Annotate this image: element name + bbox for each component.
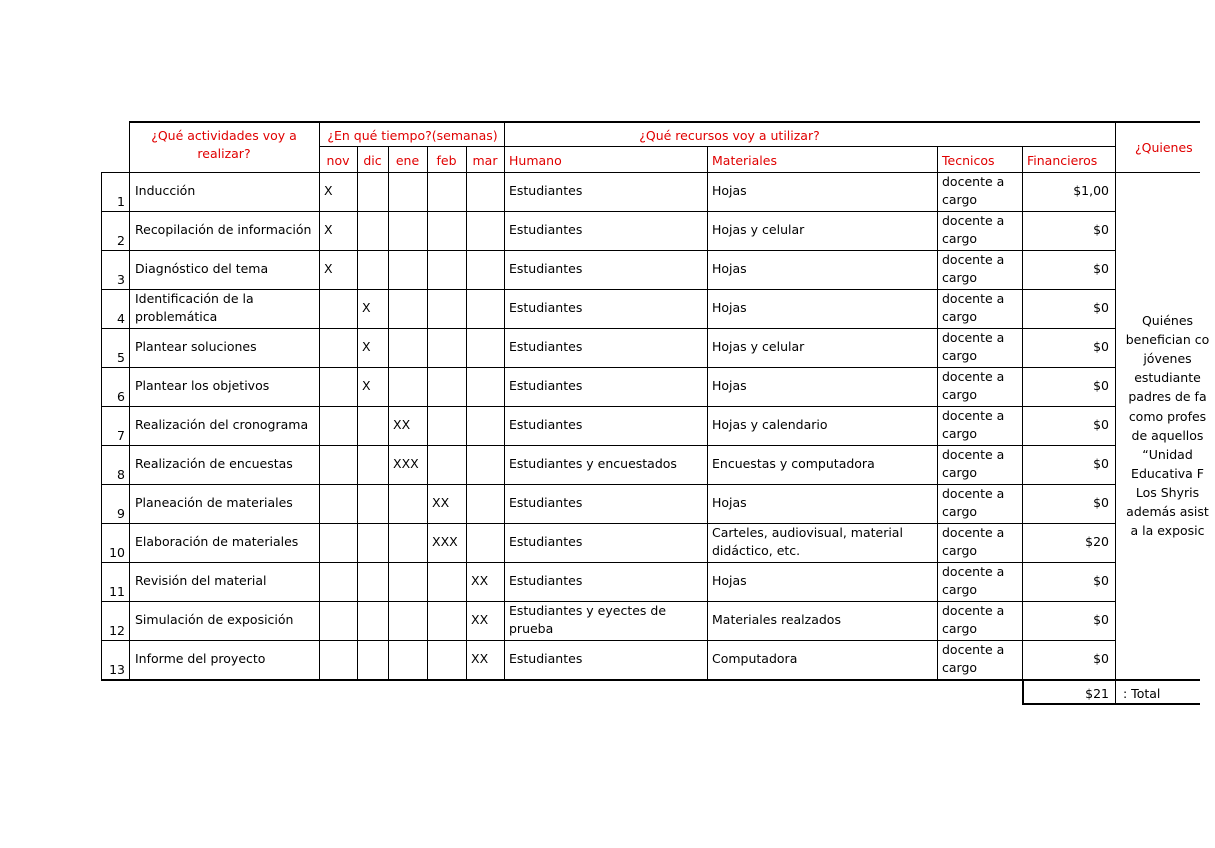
grid-line <box>1022 703 1200 705</box>
week-mark-ene <box>393 650 426 668</box>
resource-materiales: Hojas <box>712 573 747 588</box>
week-mark-feb <box>432 260 465 278</box>
activity-cell: Realización del cronograma <box>135 417 309 432</box>
week-mark-mar <box>471 455 503 473</box>
grid-line <box>427 146 428 680</box>
week-mark-dic <box>362 416 387 434</box>
week-mark-dic <box>362 650 387 668</box>
beneficiaries-text: “Unidad <box>1142 446 1193 462</box>
week-mark-feb <box>432 299 465 317</box>
resource-humano: Estudiantes y encuestados <box>509 456 677 471</box>
row-number: 6 <box>117 389 125 404</box>
resource-materiales: Computadora <box>712 651 798 666</box>
activity-cell: Informe del proyecto <box>135 651 266 666</box>
resource-tecnicos: docente a cargo <box>942 252 1005 285</box>
beneficiaries-text: Educativa F <box>1131 465 1204 481</box>
resource-materiales: Encuestas y computadora <box>712 456 875 471</box>
month-header-mar: mar <box>472 153 498 168</box>
activity-cell: Identificación de la problemática <box>135 291 254 324</box>
week-mark-mar <box>471 221 503 239</box>
resource-tecnicos: docente a cargo <box>942 603 1005 636</box>
beneficiaries-text: de aquellos <box>1131 427 1204 443</box>
resource-materiales: Carteles, audiovisual, material didáctico, etc. <box>712 525 903 558</box>
week-mark-feb <box>432 611 465 629</box>
beneficiaries-text: Los Shyris <box>1135 484 1200 500</box>
header-materiales: Materiales <box>712 153 777 168</box>
week-mark-feb <box>432 338 465 356</box>
week-mark-feb: XXX <box>432 534 458 549</box>
resource-humano: Estudiantes y eyectes de prueba <box>509 603 667 636</box>
grid-line <box>1022 146 1023 680</box>
week-mark-feb <box>432 650 465 668</box>
week-mark-dic <box>362 494 387 512</box>
activity-cell: Revisión del material <box>135 573 267 588</box>
week-mark-dic <box>362 572 387 590</box>
grid-line <box>101 679 1200 681</box>
resource-tecnicos: docente a cargo <box>942 564 1005 597</box>
resource-materiales: Hojas <box>712 261 747 276</box>
grid-line <box>504 121 505 680</box>
row-number: 11 <box>109 584 125 599</box>
activity-cell: Elaboración de materiales <box>135 534 299 549</box>
week-mark-ene <box>393 221 426 239</box>
resource-tecnicos: docente a cargo <box>942 525 1005 558</box>
week-mark-nov <box>324 377 356 395</box>
week-mark-ene: XX <box>393 417 411 432</box>
resource-materiales: Materiales realzados <box>712 612 841 627</box>
grid-line <box>1022 679 1024 704</box>
week-mark-nov <box>324 611 356 629</box>
week-mark-dic <box>362 455 387 473</box>
row-number: 12 <box>109 623 125 638</box>
activity-cell: Recopilación de información <box>135 222 312 237</box>
grid-line <box>357 146 358 680</box>
row-number: 10 <box>109 545 125 560</box>
week-mark-mar: XX <box>471 573 489 588</box>
resource-tecnicos: docente a cargo <box>942 291 1005 324</box>
grid-line <box>1115 121 1116 680</box>
beneficiaries-text: padres de fa <box>1128 389 1207 405</box>
week-mark-nov <box>324 650 356 668</box>
grid-line <box>101 406 1115 407</box>
week-mark-feb <box>432 455 465 473</box>
week-mark-mar <box>471 299 503 317</box>
resource-humano: Estudiantes <box>509 534 583 549</box>
resource-financieros: $1,00 <box>1073 183 1109 198</box>
week-mark-ene <box>393 533 426 551</box>
activity-cell: Inducción <box>135 183 196 198</box>
resource-tecnicos: docente a cargo <box>942 369 1005 402</box>
week-mark-mar <box>471 494 503 512</box>
resource-humano: Estudiantes <box>509 378 583 393</box>
week-mark-nov <box>324 533 356 551</box>
beneficiaries-text: Quiénes <box>1141 313 1194 328</box>
beneficiaries-text: como profes <box>1128 408 1207 424</box>
week-mark-mar <box>471 260 503 278</box>
activity-cell: Planeación de materiales <box>135 495 293 510</box>
resource-tecnicos: docente a cargo <box>942 408 1005 441</box>
week-mark-feb <box>432 182 465 200</box>
week-mark-ene: XXX <box>393 456 419 471</box>
grid-line <box>101 445 1115 446</box>
grid-line <box>101 367 1115 368</box>
month-header-nov: nov <box>326 153 350 168</box>
activity-cell: Simulación de exposición <box>135 612 294 627</box>
week-mark-dic <box>362 533 387 551</box>
beneficiaries-text: además asist <box>1126 504 1209 519</box>
week-mark-mar: XX <box>471 612 489 627</box>
week-mark-ene <box>393 182 426 200</box>
grid-line <box>1115 679 1116 704</box>
week-mark-ene <box>393 572 426 590</box>
week-mark-nov <box>324 455 356 473</box>
resource-financieros: $0 <box>1093 261 1109 276</box>
row-number: 7 <box>117 428 125 443</box>
activity-cell: Diagnóstico del tema <box>135 261 269 276</box>
resource-tecnicos: docente a cargo <box>942 642 1005 675</box>
resource-humano: Estudiantes <box>509 261 583 276</box>
grid-line <box>101 172 102 680</box>
activity-cell: Realización de encuestas <box>135 456 293 471</box>
header-time: ¿En qué tiempo?(semanas) <box>327 128 498 143</box>
row-number: 8 <box>117 467 125 482</box>
resource-materiales: Hojas y celular <box>712 339 805 354</box>
week-mark-dic: X <box>362 378 371 393</box>
header-financieros: Financieros <box>1027 153 1098 168</box>
resource-tecnicos: docente a cargo <box>942 330 1005 363</box>
week-mark-dic <box>362 221 387 239</box>
resource-financieros: $0 <box>1093 378 1109 393</box>
resource-humano: Estudiantes <box>509 573 583 588</box>
beneficiaries-text: estudiante <box>1134 370 1201 386</box>
resource-financieros: $20 <box>1085 534 1109 549</box>
resource-tecnicos: docente a cargo <box>942 447 1005 480</box>
beneficiaries-text: jóvenes <box>1143 351 1192 367</box>
week-mark-feb <box>432 416 465 434</box>
week-mark-feb <box>432 377 465 395</box>
week-mark-nov: X <box>324 183 333 198</box>
week-mark-nov <box>324 494 356 512</box>
resource-tecnicos: docente a cargo <box>942 174 1005 207</box>
week-mark-nov <box>324 338 356 356</box>
resource-financieros: $0 <box>1093 651 1109 666</box>
week-mark-mar <box>471 416 503 434</box>
month-header-ene: ene <box>395 153 420 168</box>
month-header-dic: dic <box>363 153 382 168</box>
total-label: : Total <box>1123 686 1161 701</box>
activity-cell: Plantear soluciones <box>135 339 257 354</box>
week-mark-dic <box>362 611 387 629</box>
grid-line <box>101 640 1115 641</box>
resource-humano: Estudiantes <box>509 651 583 666</box>
resource-humano: Estudiantes <box>509 495 583 510</box>
resource-materiales: Hojas y celular <box>712 222 805 237</box>
grid-line <box>101 250 1115 251</box>
grid-line <box>319 121 320 680</box>
header-resources: ¿Qué recursos voy a utilizar? <box>639 128 820 143</box>
grid-line <box>707 146 708 680</box>
resource-financieros: $0 <box>1093 222 1109 237</box>
grid-line <box>101 523 1115 524</box>
week-mark-feb <box>432 221 465 239</box>
resource-tecnicos: docente a cargo <box>942 213 1005 246</box>
row-number: 2 <box>117 233 125 248</box>
header-tecnicos: Tecnicos <box>942 153 995 168</box>
resource-humano: Estudiantes <box>509 300 583 315</box>
resource-financieros: $0 <box>1093 339 1109 354</box>
resource-humano: Estudiantes <box>509 183 583 198</box>
resource-materiales: Hojas y calendario <box>712 417 828 432</box>
grid-line <box>101 562 1115 563</box>
grid-line <box>101 211 1115 212</box>
total-value: $21 <box>1085 686 1109 701</box>
resource-financieros: $0 <box>1093 300 1109 315</box>
week-mark-ene <box>393 338 426 356</box>
grid-line <box>504 146 1115 147</box>
resource-humano: Estudiantes <box>509 339 583 354</box>
resource-financieros: $0 <box>1093 417 1109 432</box>
week-mark-mar <box>471 377 503 395</box>
grid-line <box>466 146 467 680</box>
resource-materiales: Hojas <box>712 300 747 315</box>
week-mark-nov: X <box>324 222 333 237</box>
week-mark-mar <box>471 338 503 356</box>
header-humano: Humano <box>509 153 562 168</box>
activity-cell: Plantear los objetivos <box>135 378 270 393</box>
month-header-feb: feb <box>436 153 457 168</box>
resource-financieros: $0 <box>1093 495 1109 510</box>
row-number: 1 <box>117 194 125 209</box>
week-mark-mar <box>471 182 503 200</box>
week-mark-feb: XX <box>432 495 450 510</box>
week-mark-nov <box>324 299 356 317</box>
week-mark-ene <box>393 299 426 317</box>
grid-line <box>319 146 504 147</box>
grid-line <box>101 172 1022 173</box>
week-mark-feb <box>432 572 465 590</box>
row-number: 3 <box>117 272 125 287</box>
week-mark-nov <box>324 572 356 590</box>
resource-materiales: Hojas <box>712 378 747 393</box>
grid-line <box>129 121 130 680</box>
row-number: 9 <box>117 506 125 521</box>
resource-financieros: $0 <box>1093 573 1109 588</box>
beneficiaries-text: a la exposic <box>1130 523 1205 539</box>
grid-line <box>101 289 1115 290</box>
week-mark-dic <box>362 182 387 200</box>
grid-line <box>101 328 1115 329</box>
week-mark-mar: XX <box>471 651 489 666</box>
week-mark-dic <box>362 260 387 278</box>
week-mark-ene <box>393 377 426 395</box>
row-number: 5 <box>117 350 125 365</box>
resource-humano: Estudiantes <box>509 417 583 432</box>
row-number: 13 <box>109 662 125 677</box>
week-mark-dic: X <box>362 300 371 315</box>
grid-line <box>129 121 1200 123</box>
resource-materiales: Hojas <box>712 495 747 510</box>
week-mark-ene <box>393 611 426 629</box>
resource-financieros: $0 <box>1093 456 1109 471</box>
grid-line <box>388 146 389 680</box>
grid-line <box>101 484 1115 485</box>
resource-financieros: $0 <box>1093 612 1109 627</box>
grid-line <box>1022 172 1200 173</box>
grid-line <box>937 146 938 680</box>
resource-materiales: Hojas <box>712 183 747 198</box>
week-mark-mar <box>471 533 503 551</box>
resource-tecnicos: docente a cargo <box>942 486 1005 519</box>
week-mark-ene <box>393 260 426 278</box>
header-who: ¿Quienes <box>1135 140 1193 155</box>
header-activities: ¿Qué actividades voy a realizar? <box>151 128 297 161</box>
grid-line <box>101 601 1115 602</box>
resource-humano: Estudiantes <box>509 222 583 237</box>
week-mark-nov: X <box>324 261 333 276</box>
week-mark-dic: X <box>362 339 371 354</box>
beneficiaries-text: benefician co <box>1125 332 1210 348</box>
week-mark-nov <box>324 416 356 434</box>
row-number: 4 <box>117 311 125 326</box>
week-mark-ene <box>393 494 426 512</box>
